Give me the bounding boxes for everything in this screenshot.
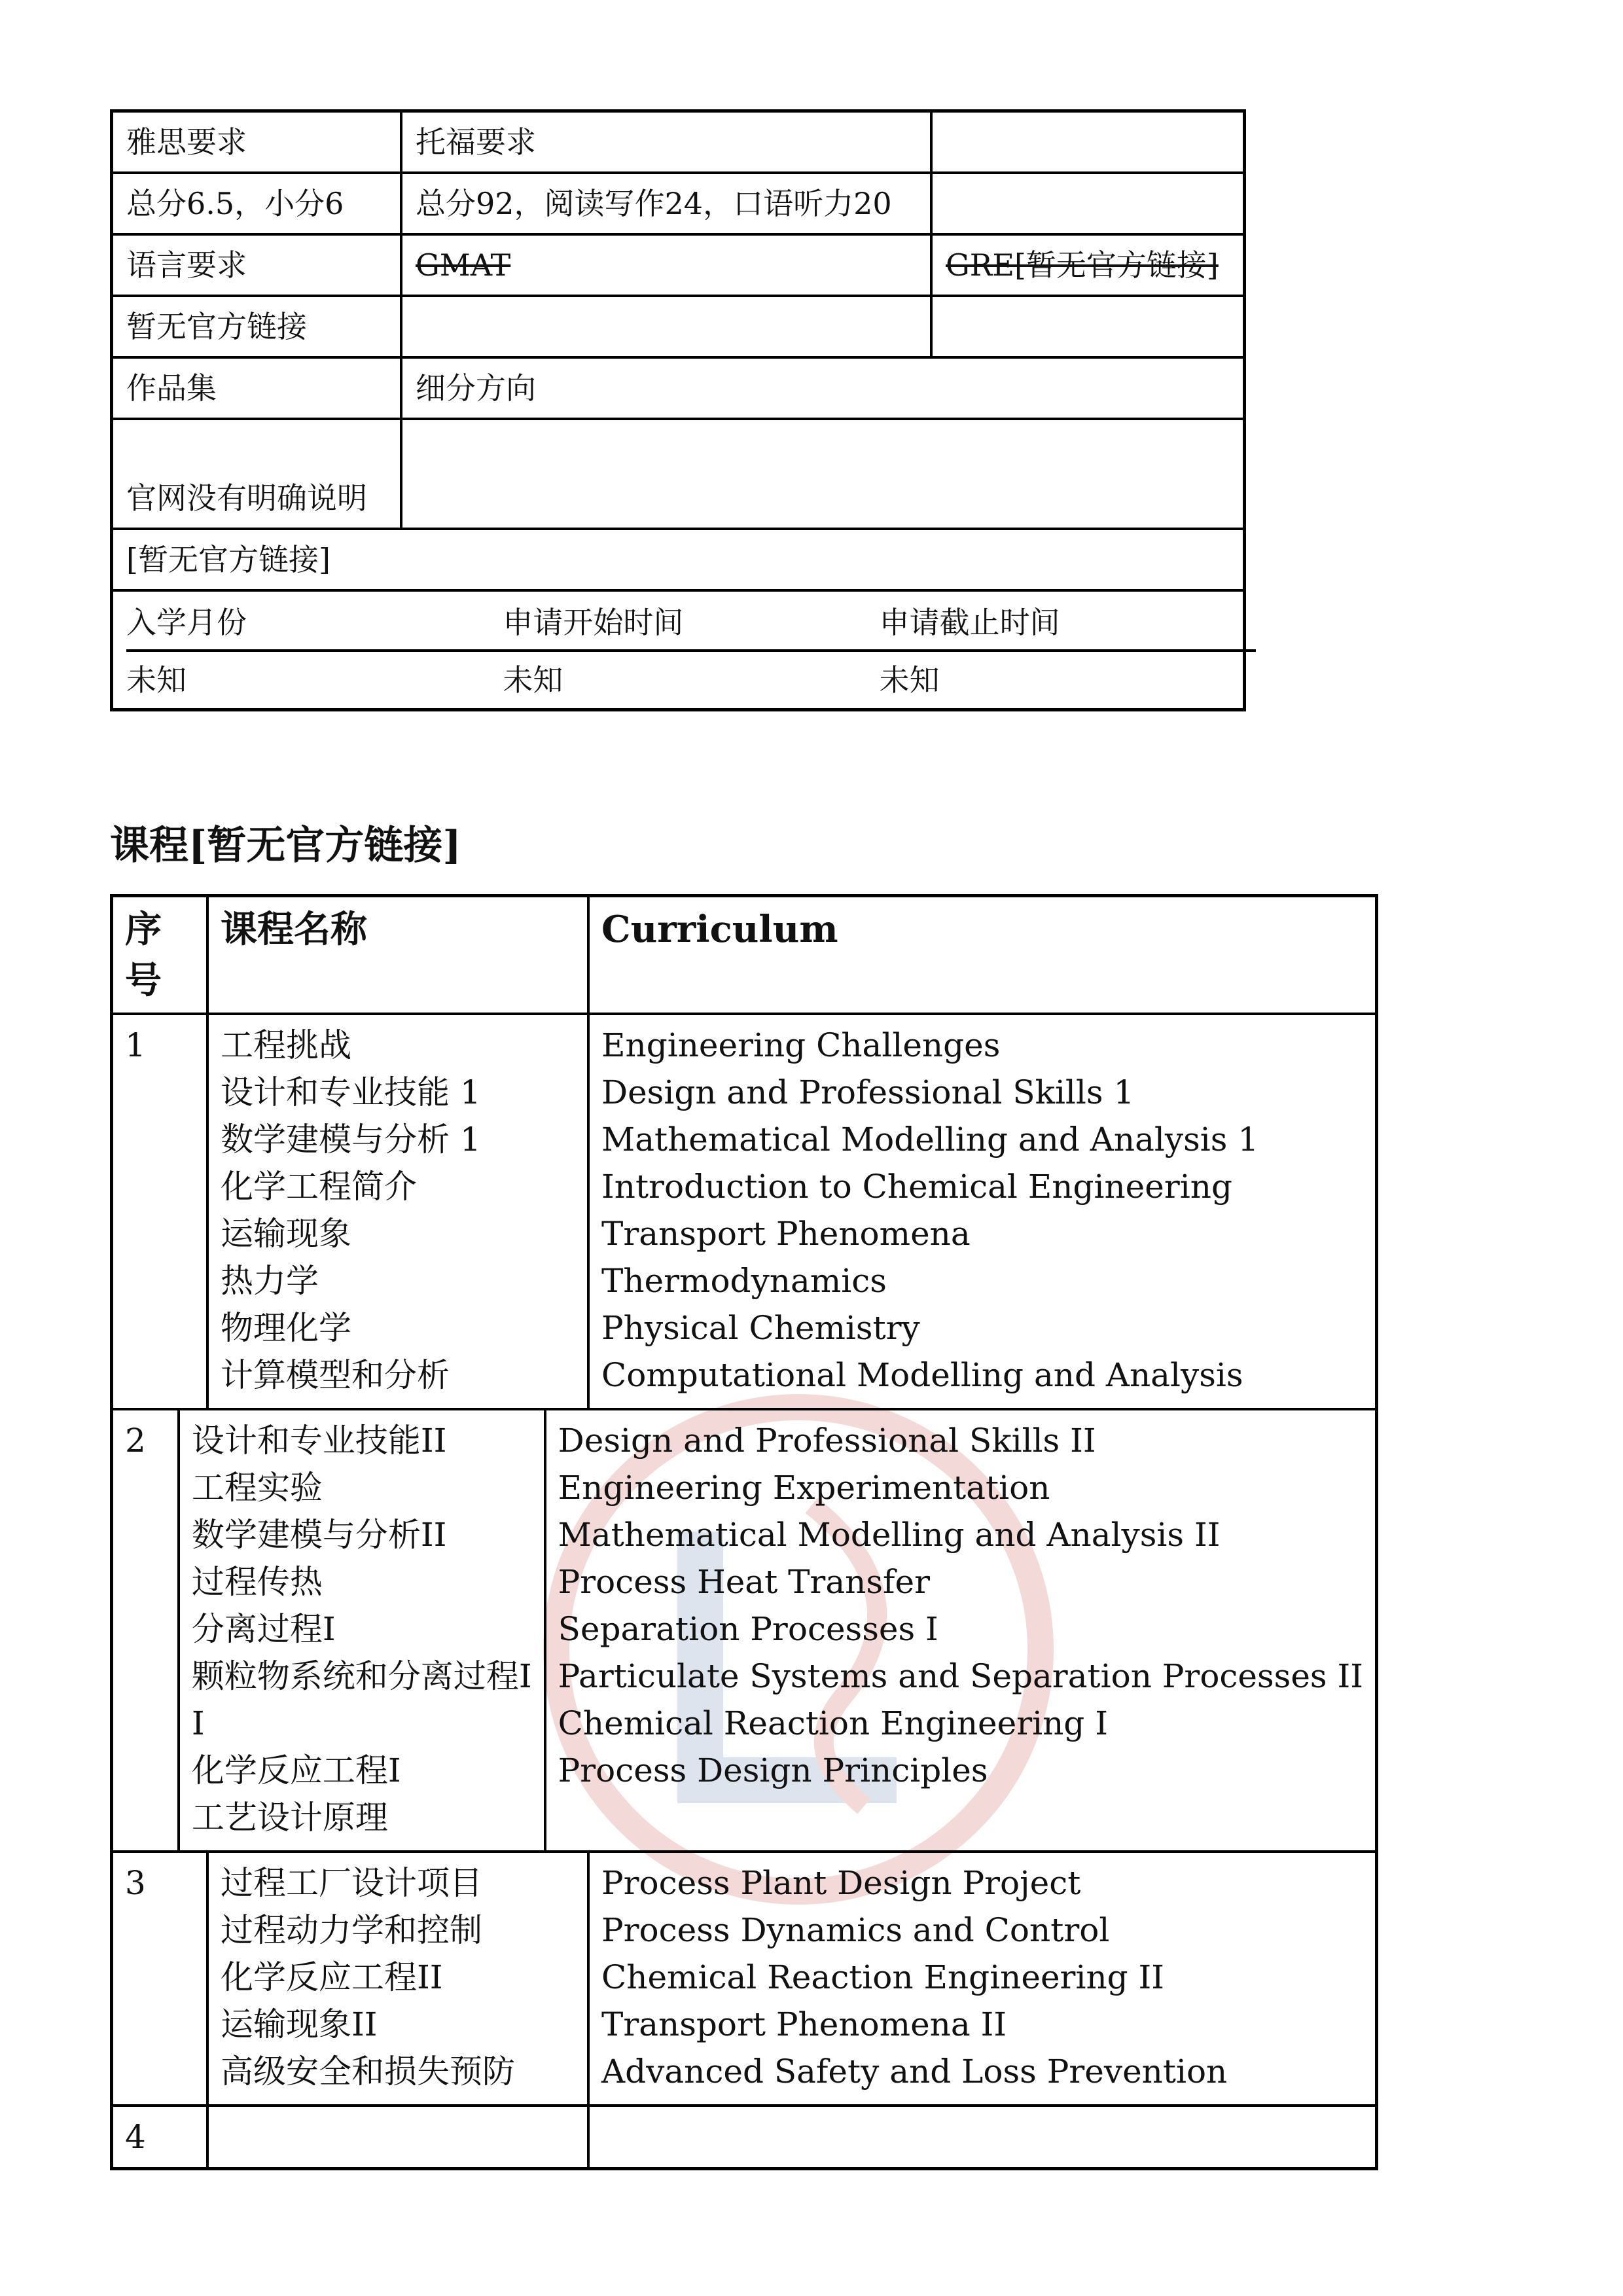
toefl-value: 总分92，阅读写作24，口语听力20 <box>402 174 933 233</box>
course-name-en: Transport Phenomena <box>601 1215 971 1253</box>
course-name-cn: 设计和专业技能II <box>191 1422 447 1460</box>
row-number: 1 <box>113 1015 209 1408</box>
course-name-cn: 物理化学 <box>221 1309 351 1347</box>
empty-cell <box>933 297 1243 356</box>
course-name-en: Mathematical Modelling and Analysis 1 <box>601 1121 1259 1158</box>
course-names-cn <box>180 1410 546 1850</box>
course-name-cn: 数学建模与分析II <box>191 1516 447 1554</box>
course-names-cn <box>209 2107 590 2167</box>
course-names-en <box>546 1410 1375 1850</box>
application-start-label: 申请开始时间 <box>503 605 684 640</box>
header-curriculum: Curriculum <box>601 908 838 951</box>
course-name-en: Engineering Challenges <box>601 1026 1001 1064</box>
req-row-portfolio <box>113 359 1243 420</box>
course-table <box>110 894 1378 2170</box>
course-row <box>113 2107 1375 2167</box>
empty-cell <box>933 113 1243 171</box>
ielts-value: 总分6.5，小分6 <box>113 174 402 233</box>
course-name-cn: 运输现象II <box>221 2005 378 2043</box>
course-name-cn: 工艺设计原理 <box>191 1799 388 1837</box>
dates-block <box>113 592 1269 708</box>
course-name-cn: 过程工厂设计项目 <box>221 1864 482 1902</box>
course-name-cn: 化学反应工程II <box>221 1958 443 1996</box>
row-number: 3 <box>113 1853 209 2104</box>
req-row-test-values <box>113 174 1243 236</box>
course-name-cn: 过程传热 <box>191 1563 323 1601</box>
course-names-cn <box>209 1853 590 2104</box>
course-name-en: Computational Modelling and Analysis <box>601 1356 1243 1394</box>
row-number: 4 <box>113 2107 209 2167</box>
empty-cell <box>402 297 933 356</box>
course-name-en: Chemical Reaction Engineering II <box>601 1958 1165 1996</box>
course-name-en: Design and Professional Skills II <box>558 1422 1096 1460</box>
application-deadline-value: 未知 <box>879 662 940 698</box>
course-name-en: Separation Processes I <box>558 1610 938 1648</box>
intake-month-label: 入学月份 <box>126 605 247 640</box>
empty-cell <box>933 174 1243 233</box>
req-row-test-labels <box>113 113 1243 174</box>
no-link-text: 暂无官方链接 <box>113 297 402 356</box>
course-name-en: Advanced Safety and Loss Prevention <box>601 2053 1228 2090</box>
course-names-en <box>590 1853 1375 2104</box>
course-row <box>113 1853 1375 2107</box>
course-name-cn: 化学工程简介 <box>221 1168 417 1206</box>
course-name-cn: 高级安全和损失预防 <box>221 2053 515 2090</box>
course-name-en: Thermodynamics <box>601 1262 887 1300</box>
course-name-cn: 工程实验 <box>191 1469 323 1507</box>
direction-label: 细分方向 <box>416 370 536 406</box>
no-link-bracket-text: [暂无官方链接] <box>126 542 330 577</box>
requirements-table <box>110 109 1246 711</box>
course-name-en: Process Dynamics and Control <box>601 1911 1110 1949</box>
course-name-en: Engineering Experimentation <box>558 1469 1050 1507</box>
course-name-en: Process Plant Design Project <box>601 1864 1081 1902</box>
course-name-cn: 分离过程I <box>191 1610 336 1648</box>
course-name-cn: 工程挑战 <box>221 1026 351 1064</box>
row-number: 2 <box>113 1410 180 1850</box>
dates-header-row <box>126 601 1256 652</box>
course-names-en <box>590 2107 1375 2167</box>
course-name-cn: 计算模型和分析 <box>221 1356 450 1394</box>
course-name-cn: 颗粒物系统和分离过程I <box>191 1657 532 1695</box>
course-name-en: Process Design Principles <box>558 1751 988 1789</box>
empty-cell <box>402 420 1243 528</box>
course-name-en: Chemical Reaction Engineering I <box>558 1704 1108 1742</box>
not-stated-text: 官网没有明确说明 <box>113 420 402 528</box>
course-table-header <box>113 897 1375 1015</box>
course-name-en: Process Heat Transfer <box>558 1563 930 1601</box>
course-name-cn: 热力学 <box>221 1262 319 1300</box>
gmat-label: GMAT <box>402 236 933 295</box>
course-names-cn <box>209 1015 590 1408</box>
course-name-en: Transport Phenomena II <box>601 2005 1007 2043</box>
course-name-cn: 过程动力学和控制 <box>221 1911 482 1949</box>
course-name-cn: 设计和专业技能 1 <box>221 1073 481 1111</box>
course-row <box>113 1015 1375 1410</box>
application-start-value: 未知 <box>503 662 563 698</box>
course-name-en: Design and Professional Skills 1 <box>601 1073 1135 1111</box>
ielts-label: 雅思要求 <box>113 113 402 171</box>
req-row-not-stated <box>113 420 1243 530</box>
header-no: 序号 <box>113 897 209 1013</box>
application-deadline-label: 申请截止时间 <box>879 605 1060 640</box>
course-name-en: Introduction to Chemical Engineering <box>601 1168 1232 1206</box>
portfolio-label: 作品集 <box>113 359 402 418</box>
course-name-cn: 运输现象 <box>221 1215 351 1253</box>
req-row-language <box>113 236 1243 297</box>
gre-label: GRE[暂无官方链接] <box>946 247 1219 283</box>
toefl-label: 托福要求 <box>402 113 933 171</box>
language-label: 语言要求 <box>113 236 402 295</box>
dates-value-row <box>126 658 1256 702</box>
course-name-en: Particulate Systems and Separation Processes II <box>558 1657 1363 1695</box>
course-name-cn: 化学反应工程I <box>191 1751 401 1789</box>
intake-month-value: 未知 <box>126 662 187 698</box>
course-section-title: 课程[暂无官方链接] <box>110 823 461 869</box>
course-names-en <box>590 1015 1375 1408</box>
header-course-name: 课程名称 <box>209 897 590 1013</box>
course-row <box>113 1410 1375 1853</box>
req-row-no-link <box>113 297 1243 359</box>
course-name-cn: I <box>191 1704 205 1742</box>
course-name-cn: 数学建模与分析 1 <box>221 1121 481 1158</box>
req-row-dates <box>113 592 1243 708</box>
course-name-en: Physical Chemistry <box>601 1309 920 1347</box>
req-row-link <box>113 530 1243 592</box>
course-name-en: Mathematical Modelling and Analysis II <box>558 1516 1221 1554</box>
